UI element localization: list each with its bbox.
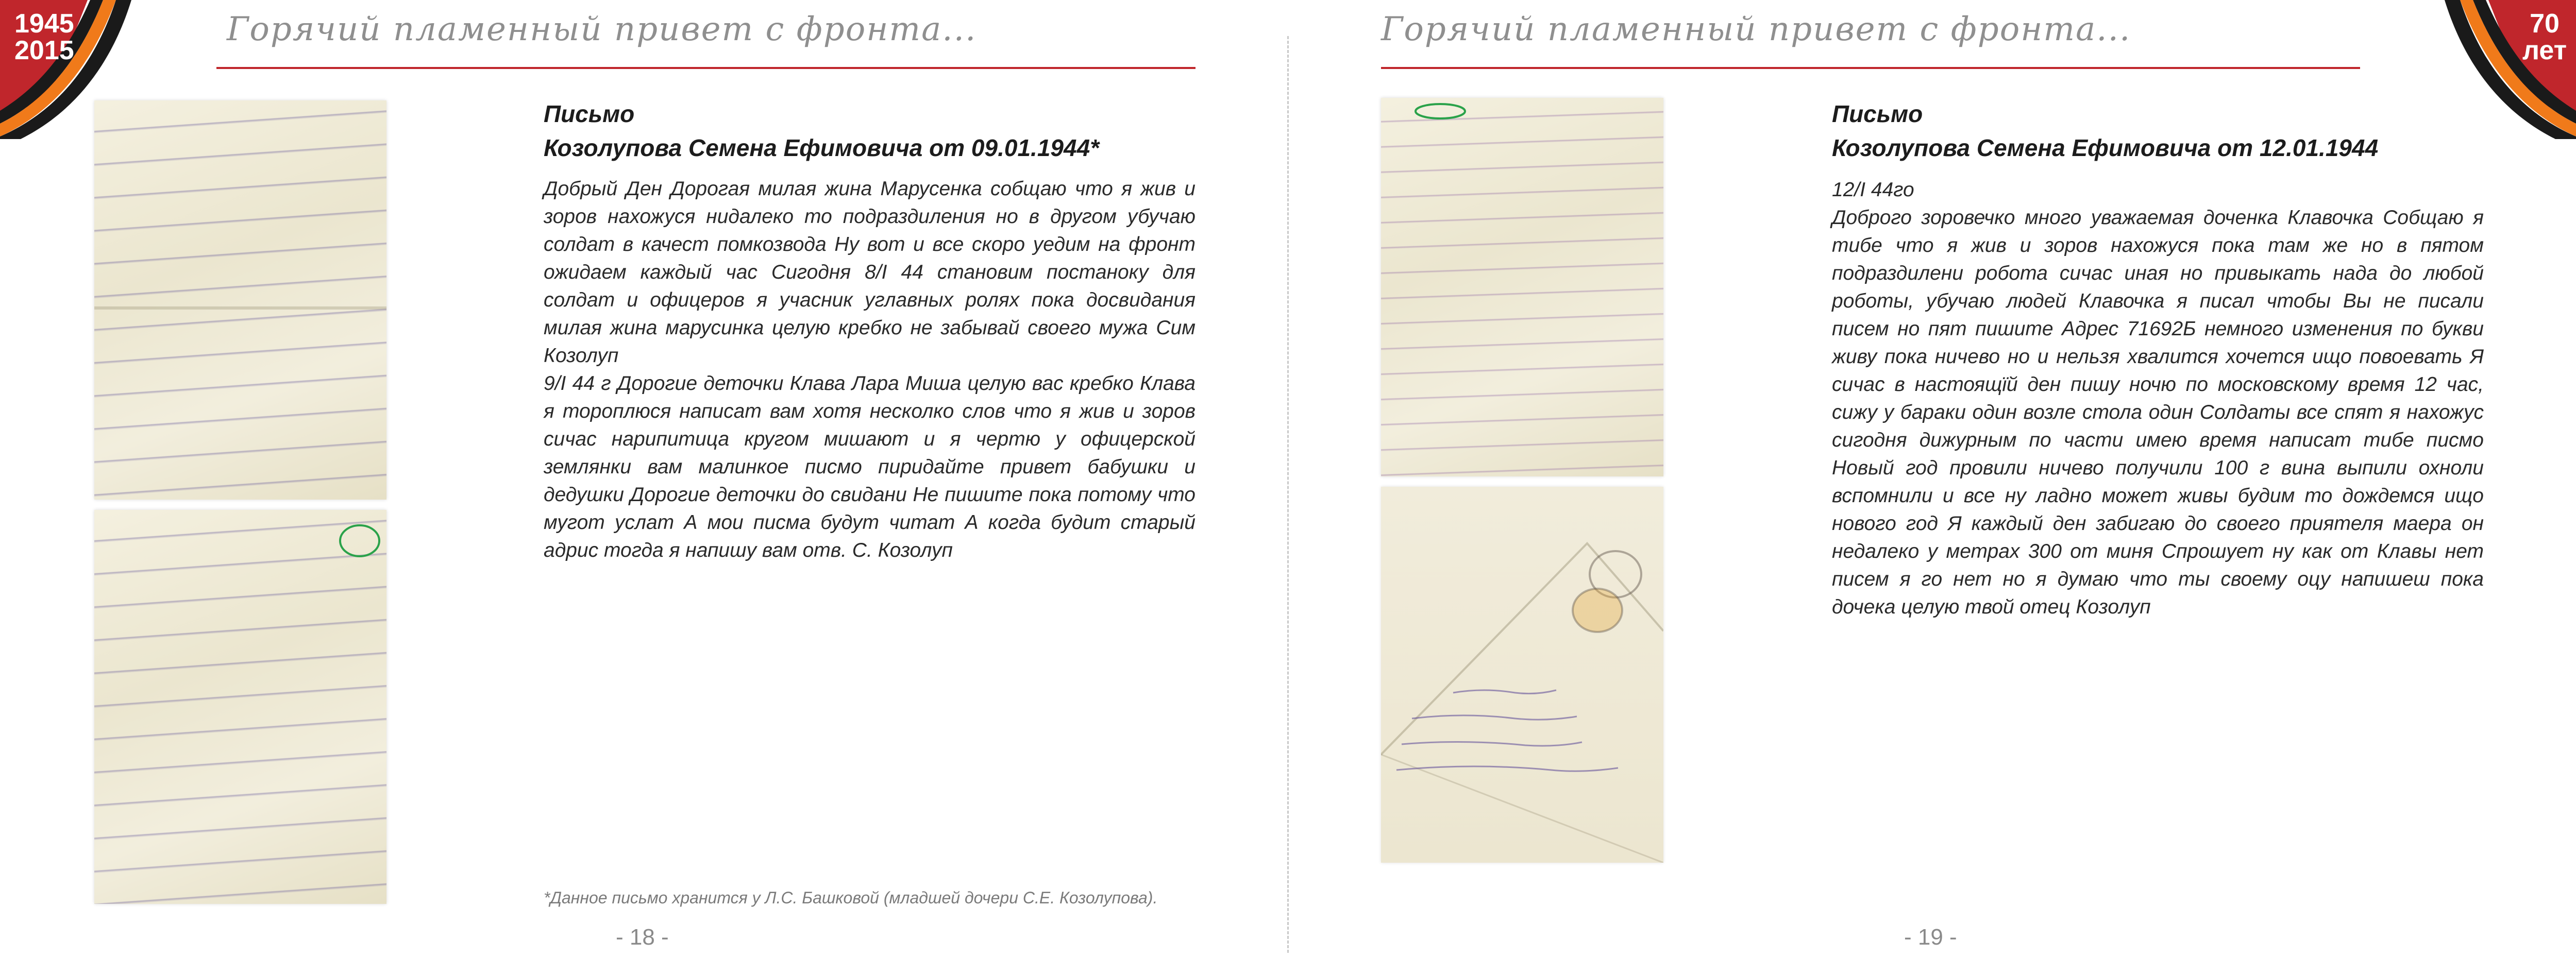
letter-scan-page-2	[94, 510, 386, 904]
corner-anniversary-right	[2522, 10, 2567, 64]
green-circle-mark	[336, 520, 383, 561]
letter-title-line2: Козолупова Семена Ефимовича от 12.01.1944	[1832, 134, 2379, 161]
envelope-scan	[1381, 487, 1663, 863]
letter-date: 12/I 44го	[1832, 179, 1914, 201]
header-title: Горячий пламенный привет с фронта...	[227, 10, 977, 48]
year-1945: 1945	[14, 9, 74, 39]
letter-title-line1: Письмо	[1832, 100, 1923, 127]
page-number-right: - 19 -	[1904, 924, 1957, 950]
header-divider-line	[216, 67, 1196, 69]
anniversary-number: 70	[2530, 9, 2560, 39]
letter-paragraph: 9/I 44 г Дорогие деточки Клава Лара Миша целую вас кребко Клава я тороплюся написат вам хотя несколко слов что я жив и зоров сичас нарипитица кругом мишают и я чертю у офицерской землянки вам малинкое писмо пиридайте привет бабушки и дедушки Дорогие деточки до свидани Не пишите пока потому что мугот услат А мои писма будут читат А когда будит старый адрис тогда я напишу вам отв. С. Козолуп	[544, 372, 1196, 561]
letter-title	[1832, 97, 2502, 165]
letter-body	[1832, 176, 2484, 621]
letter-scan-page-1	[94, 100, 386, 500]
letter-title	[544, 97, 1214, 165]
page-number-left: - 18 -	[616, 924, 669, 950]
corner-years-left	[14, 10, 74, 64]
letter-paragraph: Добрый Ден Дорогая милая жина Марусенка собщаю что я жив и зоров нахожуся нидалеко то подраздиления но в другом убучаю солдат в качест помкозвода Ну вот и все скоро уедим на фронт ожидаем каждый час Сигодня 8/I 44 становим постаноку для солдат и офицеров я учасник углавных ролях пока досвидания милая жина марусинка целую кребко не забывай своего мужа Сим Козолуп	[544, 178, 1196, 367]
header-title: Горячий пламенный привет с фронта...	[1381, 10, 2131, 48]
envelope-triangle-fold	[1381, 487, 1663, 863]
letter-body	[544, 175, 1196, 564]
header-divider-line	[1381, 67, 2360, 69]
year-2015: 2015	[14, 36, 74, 65]
letter-scan-page-3	[1381, 98, 1663, 476]
footnote: *Данное письмо хранится у Л.С. Башковой (младшей дочери С.Е. Козолупова).	[544, 888, 1158, 907]
letter-title-line2: Козолупова Семена Ефимовича от 09.01.1944*	[544, 134, 1100, 161]
postmark-circle	[1573, 589, 1622, 632]
green-circle-mark	[1412, 101, 1469, 122]
letter-paragraph: Доброго зоровечко много уважаемая доченка Клавочка Собщаю я тибе что я жив и зоров нахожуся пока там же но в пятом подраздилени робота сичас иная но привыкать нада до любой роботы, убучаю людей Клавочка я писал чтобы Вы не писали писем но пят пишите Адрес 71692Б немного изменения по букви живу пока ничево но и нельзя хвалится хочется ищо повоевать Я сичас в настоящїй ден пишу ночю по московскому время 12 час, сижу у бараки один возле стола один Солдаты все спят я нахожус сигодня дижурным по части имею время написат тибе писмо Новый год провили ничево получили 100 г вина выпили охноли вспомнили и все ну ладно может живы будим то дождемся ищо нового год Я каждый ден забигаю до своего приятеля маера он недалеко у метрах 300 от миня Спрошует ну как от Клавы нет писем я го нет но я думаю что ты своему оцу напишеш пока дочека целую твой отец Козолуп	[1832, 207, 2484, 618]
letter-title-line1: Письмо	[544, 100, 635, 127]
right-page	[1288, 0, 2576, 976]
anniversary-word: лет	[2522, 36, 2567, 65]
